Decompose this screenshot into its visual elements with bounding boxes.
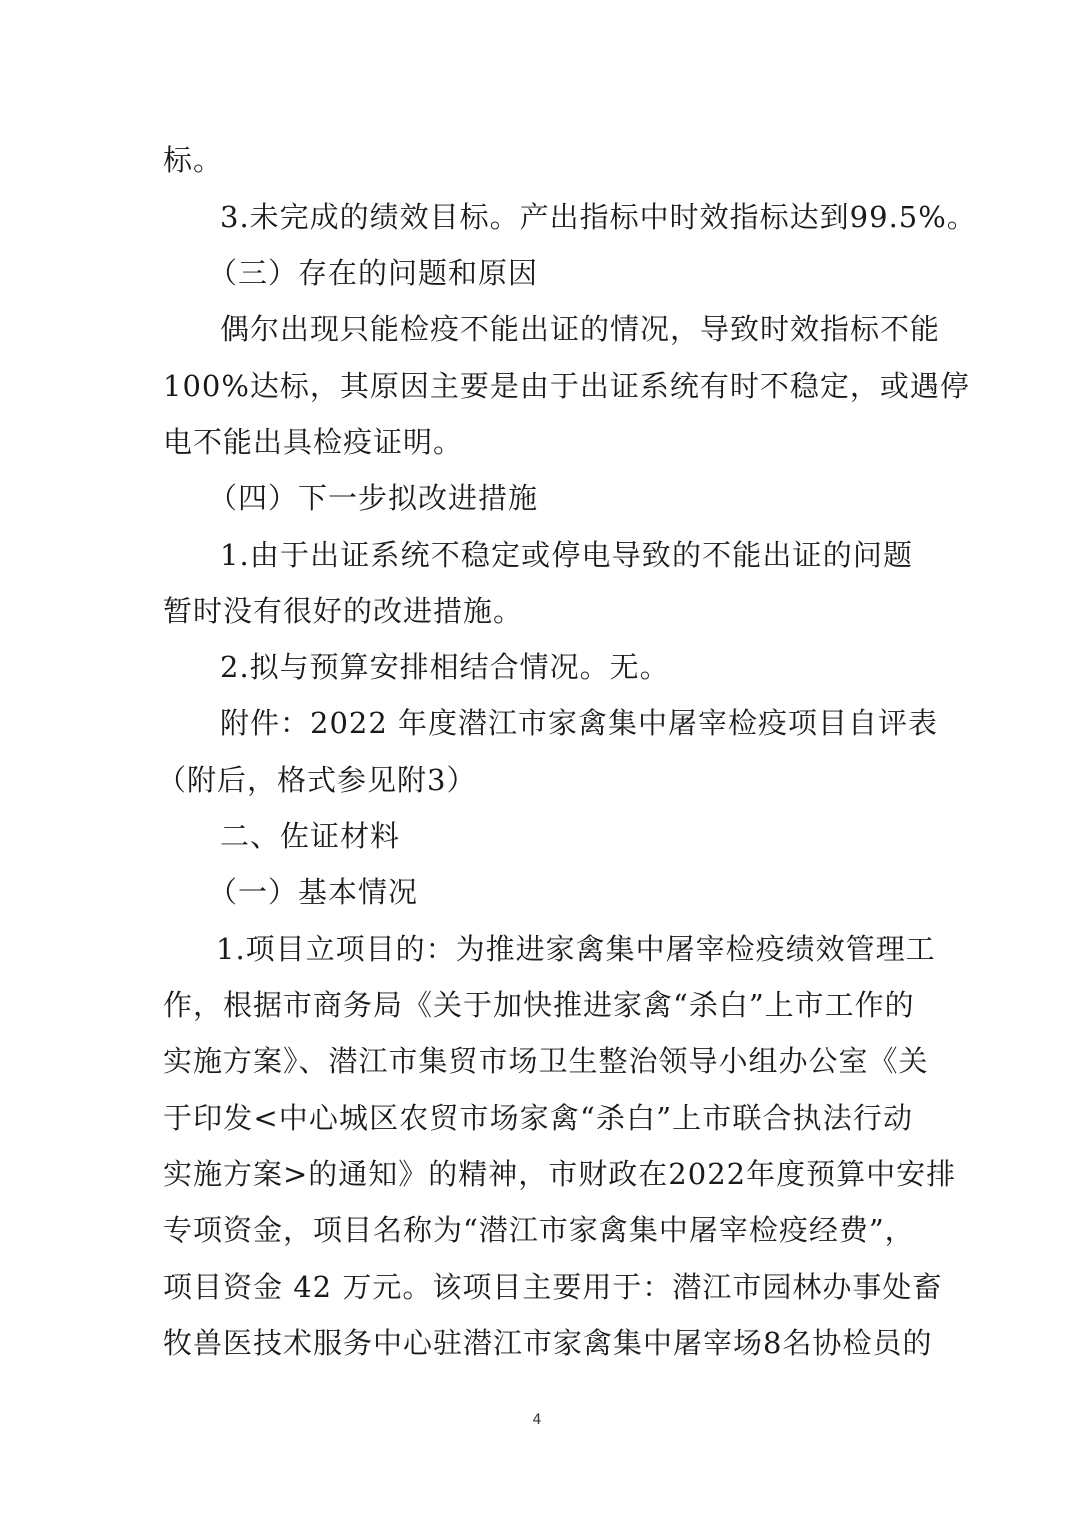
text-line: 100%达标，其原因主要是由于出证系统有时不稳定，或遇停	[163, 369, 970, 403]
text-line: 2.拟与预算安排相结合情况。无。	[220, 650, 670, 684]
text-line: 牧兽医技术服务中心驻潜江市家禽集中屠宰场8名协检员的	[163, 1326, 933, 1360]
section-heading: 二、佐证材料	[220, 819, 401, 853]
text-line: 1.由于出证系统不稳定或停电导致的不能出证的问题	[220, 538, 913, 572]
text-line: 实施方案》、潜江市集贸市场卫生整治领导小组办公室《关	[163, 1044, 929, 1078]
text-line: 作，根据市商务局《关于加快推进家禽“杀白”上市工作的	[163, 988, 915, 1022]
text-line: 3.未完成的绩效目标。产出指标中时效指标达到99.5%。	[220, 200, 977, 234]
text-line: 于印发<中心城区农贸市场家禽“杀白”上市联合执法行动	[163, 1101, 913, 1135]
text-line: 偶尔出现只能检疫不能出证的情况，导致时效指标不能	[220, 312, 941, 346]
text-line: 专项资金，项目名称为“潜江市家禽集中屠宰检疫经费”，	[163, 1213, 915, 1247]
section-heading: （三）存在的问题和原因	[208, 256, 539, 290]
section-heading: （四）下一步拟改进措施	[208, 481, 539, 515]
text-line: 项目资金 42 万元。该项目主要用于：潜江市园林办事处畜	[163, 1270, 943, 1304]
text-line: 标。	[163, 143, 224, 177]
text-line: 1.项目立项目的：为推进家禽集中屠宰检疫绩效管理工	[216, 932, 936, 966]
text-line: 暂时没有很好的改进措施。	[163, 594, 524, 628]
text-line: （附后，格式参见附3）	[157, 763, 477, 797]
text-line: 电不能出具检疫证明。	[163, 425, 464, 459]
section-heading: （一）基本情况	[208, 875, 419, 909]
attachment-line: 附件：2022 年度潜江市家禽集中屠宰检疫项目自评表	[220, 706, 939, 740]
page-number: 4	[532, 1412, 542, 1428]
text-line: 实施方案>的通知》的精神，市财政在2022年度预算中安排	[163, 1157, 957, 1191]
